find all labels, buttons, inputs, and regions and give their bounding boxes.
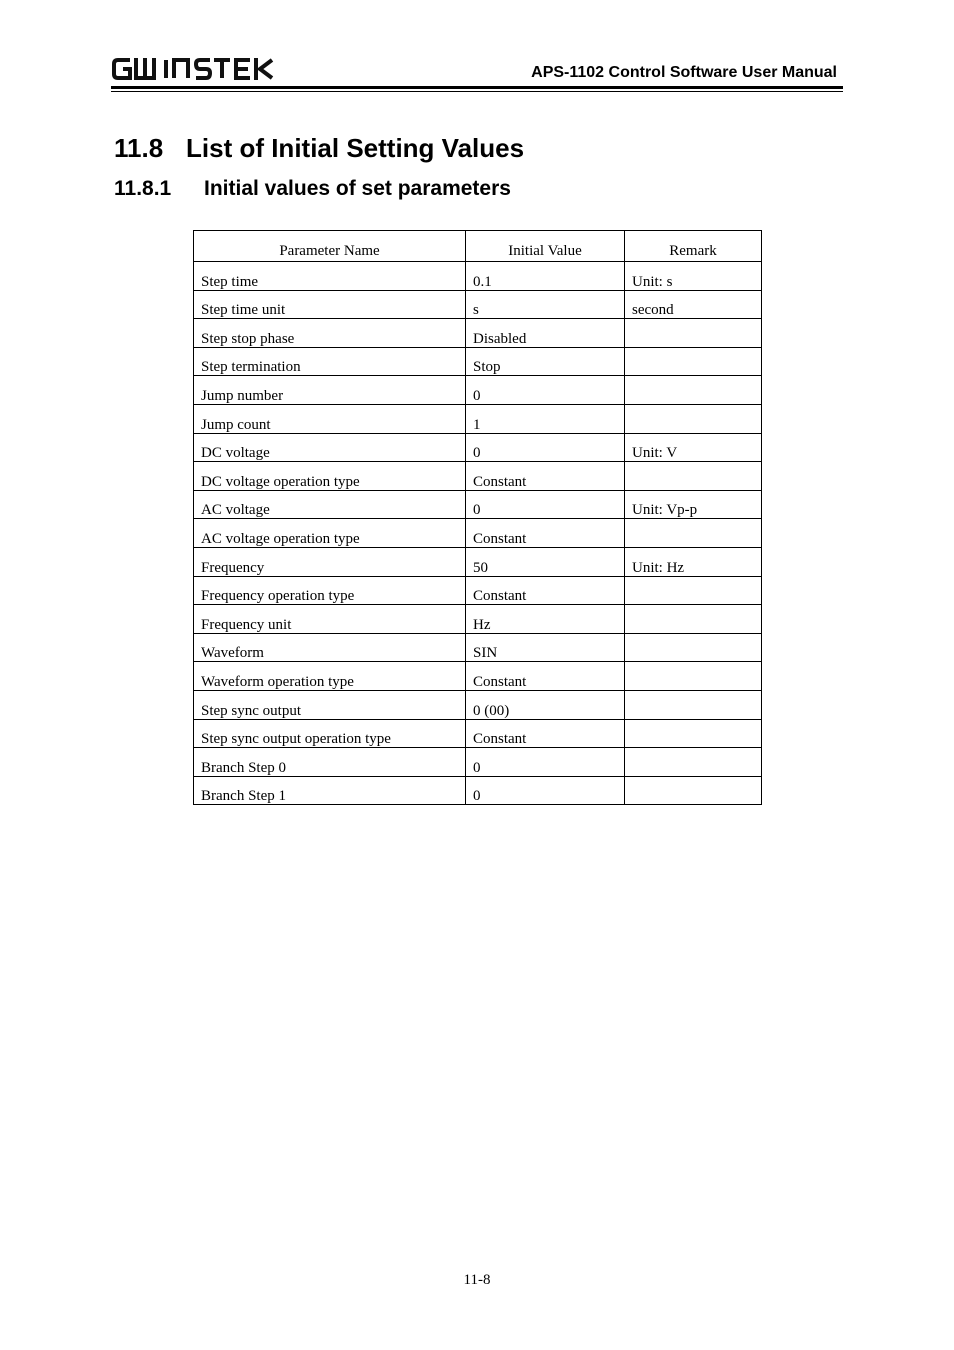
initial-value-cell: Constant: [466, 662, 625, 691]
initial-value-cell: Disabled: [466, 319, 625, 348]
table-row: [194, 690, 762, 719]
parameter-name-cell: Branch Step 1: [194, 776, 466, 805]
table-row: [194, 347, 762, 376]
parameter-name-cell: Step sync output operation type: [194, 719, 466, 748]
parameter-name-cell: DC voltage: [194, 433, 466, 462]
parameter-name-cell: Waveform: [194, 633, 466, 662]
table-row: [194, 262, 762, 291]
table-row: [194, 605, 762, 634]
remark-cell: [625, 605, 762, 634]
parameter-name-cell: AC voltage: [194, 490, 466, 519]
initial-value-cell: 1: [466, 404, 625, 433]
table-row: [194, 519, 762, 548]
initial-values-table: [193, 230, 762, 805]
remark-cell: Unit: V: [625, 433, 762, 462]
remark-cell: [625, 662, 762, 691]
initial-value-cell: Constant: [466, 519, 625, 548]
parameter-name-cell: Step time: [194, 262, 466, 291]
remark-cell: Unit: Vp-p: [625, 490, 762, 519]
remark-cell: [625, 519, 762, 548]
column-header-initial-value: Initial Value: [466, 231, 625, 262]
subsection-heading: [114, 177, 511, 201]
table-row: [194, 290, 762, 319]
remark-cell: Unit: s: [625, 262, 762, 291]
remark-cell: [625, 690, 762, 719]
remark-cell: [625, 719, 762, 748]
table-row: [194, 776, 762, 805]
initial-value-cell: 0: [466, 490, 625, 519]
section-number: 11.8: [114, 133, 164, 163]
initial-value-cell: Constant: [466, 576, 625, 605]
parameter-name-cell: Frequency: [194, 547, 466, 576]
parameter-name-cell: Frequency unit: [194, 605, 466, 634]
remark-cell: [625, 633, 762, 662]
parameter-name-cell: Step sync output: [194, 690, 466, 719]
section-heading: [114, 133, 524, 164]
initial-value-cell: 0: [466, 776, 625, 805]
remark-cell: [625, 376, 762, 405]
remark-cell: [625, 576, 762, 605]
parameter-name-cell: Branch Step 0: [194, 748, 466, 777]
parameter-name-cell: Jump count: [194, 404, 466, 433]
table-row: [194, 404, 762, 433]
section-title: List of Initial Setting Values: [186, 133, 525, 163]
remark-cell: [625, 319, 762, 348]
header-rule-thin: [111, 91, 843, 92]
table-row: [194, 719, 762, 748]
header-rule: [111, 86, 843, 89]
parameter-name-cell: Jump number: [194, 376, 466, 405]
initial-value-cell: 0: [466, 748, 625, 777]
remark-cell: second: [625, 290, 762, 319]
parameter-name-cell: Step time unit: [194, 290, 466, 319]
initial-value-cell: Stop: [466, 347, 625, 376]
table-row: [194, 319, 762, 348]
column-header-parameter-name: Parameter Name: [194, 231, 466, 262]
remark-cell: [625, 347, 762, 376]
initial-value-cell: SIN: [466, 633, 625, 662]
initial-value-cell: 0: [466, 376, 625, 405]
parameter-name-cell: Step stop phase: [194, 319, 466, 348]
table-row: [194, 633, 762, 662]
remark-cell: [625, 404, 762, 433]
table-row: [194, 748, 762, 777]
initial-value-cell: 0: [466, 433, 625, 462]
table-row: [194, 376, 762, 405]
page-number: 11-8: [463, 1272, 491, 1288]
subsection-number: 11.8.1: [114, 177, 172, 200]
table-row: [194, 490, 762, 519]
remark-cell: [625, 776, 762, 805]
parameter-name-cell: Waveform operation type: [194, 662, 466, 691]
initial-value-cell: 50: [466, 547, 625, 576]
initial-value-cell: Hz: [466, 605, 625, 634]
gw-instek-logo: [112, 56, 274, 82]
parameter-name-cell: DC voltage operation type: [194, 462, 466, 491]
initial-value-cell: 0.1: [466, 262, 625, 291]
remark-cell: [625, 462, 762, 491]
table-row: [194, 547, 762, 576]
subsection-title: Initial values of set parameters: [204, 177, 511, 200]
column-header-remark: Remark: [625, 231, 762, 262]
initial-value-cell: s: [466, 290, 625, 319]
initial-value-cell: Constant: [466, 462, 625, 491]
parameter-name-cell: Frequency operation type: [194, 576, 466, 605]
table-row: [194, 433, 762, 462]
table-row: [194, 662, 762, 691]
parameter-name-cell: Step termination: [194, 347, 466, 376]
table-header-row: [194, 231, 762, 262]
parameter-name-cell: AC voltage operation type: [194, 519, 466, 548]
remark-cell: Unit: Hz: [625, 547, 762, 576]
remark-cell: [625, 748, 762, 777]
document-title: APS-1102 Control Software User Manual: [531, 64, 837, 81]
table-row: [194, 576, 762, 605]
table-row: [194, 462, 762, 491]
initial-value-cell: 0 (00): [466, 690, 625, 719]
initial-value-cell: Constant: [466, 719, 625, 748]
